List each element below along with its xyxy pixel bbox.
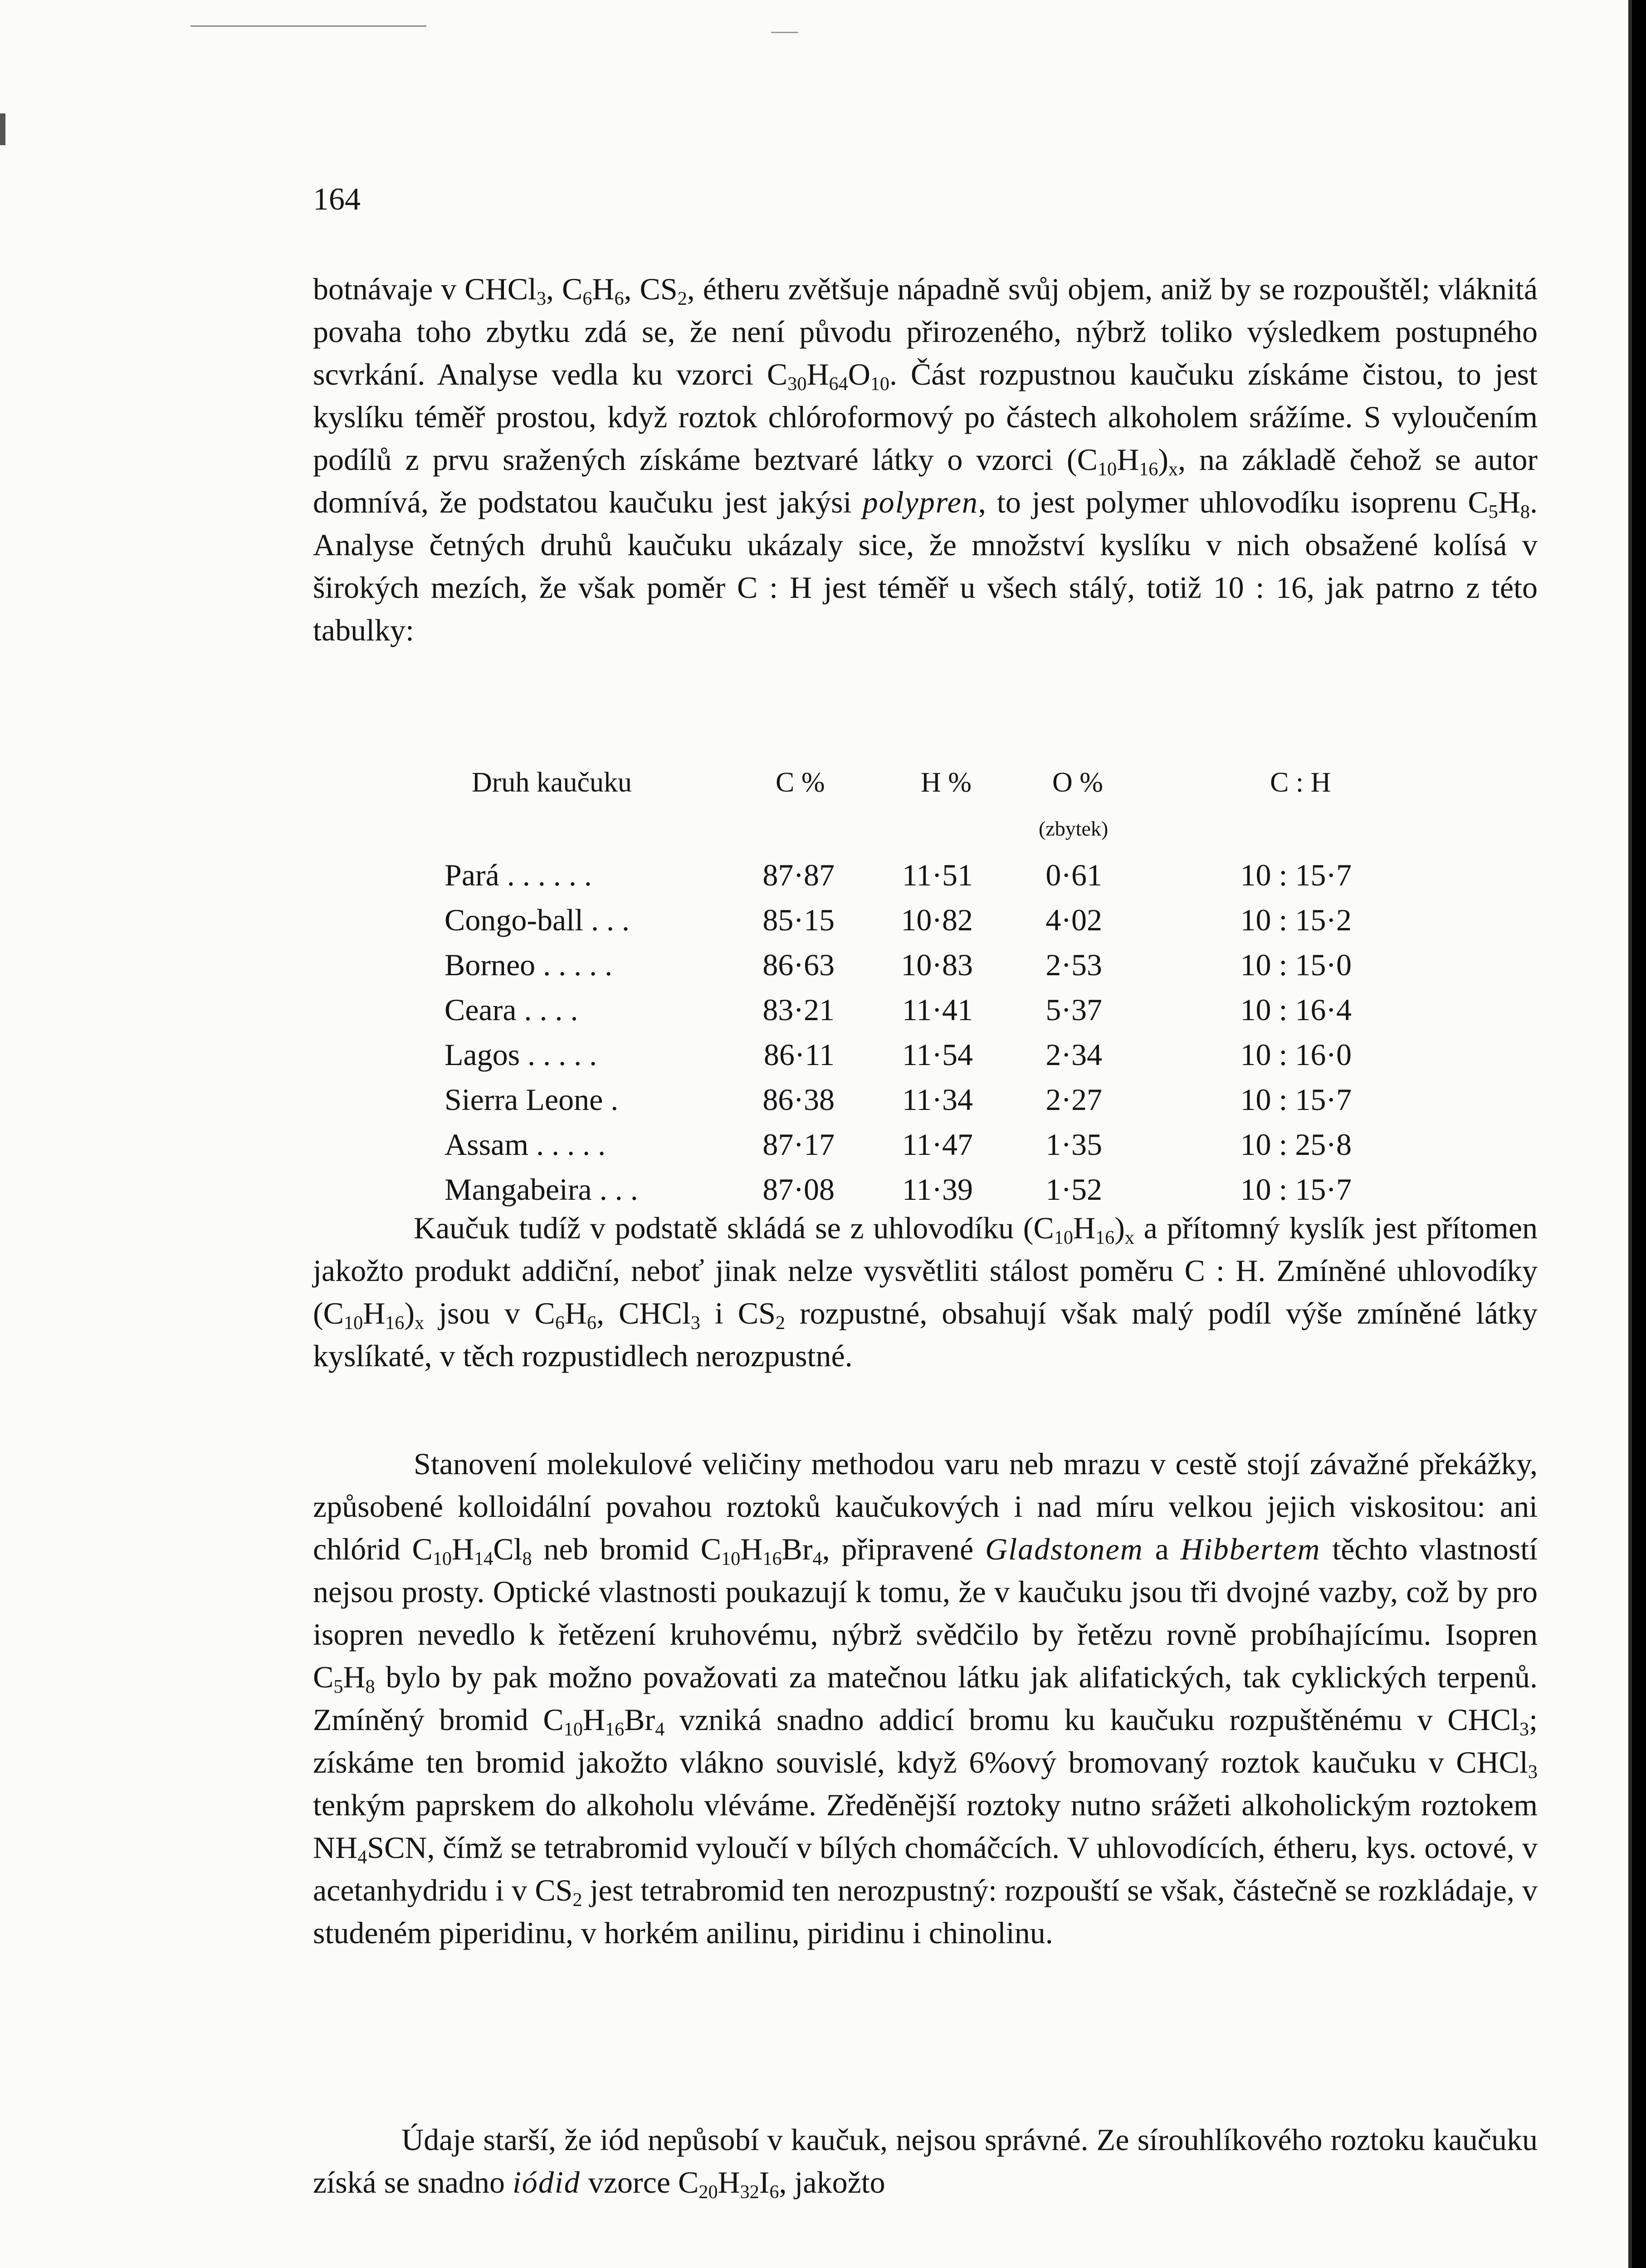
cell-carbon: 85·15 xyxy=(762,903,835,937)
subscript: 6 xyxy=(769,2181,779,2203)
cell-carbon: 86·63 xyxy=(762,948,835,982)
cell-oxygen: 1·52 xyxy=(1045,1172,1102,1207)
table-row xyxy=(444,853,1420,898)
subscript: 8 xyxy=(1520,501,1530,523)
subscript: 8 xyxy=(365,1676,375,1697)
subscript: 10 xyxy=(721,1548,741,1569)
cell-ratio: 10 : 15·2 xyxy=(1240,903,1352,937)
scan-mark xyxy=(0,113,5,145)
subscript: 30 xyxy=(787,373,807,395)
cell-hydrogen: 10·82 xyxy=(901,903,973,937)
paragraph-text: Údaje starší, že iód nepůsobí v kaučuk, nejsou správné. Ze sírouhlíkového roztoku kaučuku získá se snadno iódid vzorce $C_{20}H_{32}I_6$, jakožto xyxy=(313,2122,1538,2203)
paragraph xyxy=(313,1442,1538,1954)
paragraph-text: Kaučuk tudíž v podstatě skládá se z uhlovodíku $(C_{10}H_{16})_x$ a přítomný kyslík jest přítomen jakožto produkt addiční, neboť jinak nelze vysvětliti stálost poměru C : H. Zmíněné uhlovodíky $(C_{10}H_{16})_x$ jsou v $C_6H_6$, CHCl$_3$ i $CS_2$ rozpustné, obsahují však malý podíl výše zmíněné látky kyslíkaté, v těch rozpustidlech nerozpustné. xyxy=(313,1211,1538,1373)
cell-hydrogen: 11·41 xyxy=(902,992,973,1027)
table-row xyxy=(444,1077,1420,1122)
paragraph xyxy=(313,268,1538,651)
subscript: 4 xyxy=(357,1846,367,1868)
row-name: Mangabeira . . . xyxy=(444,1172,638,1207)
paragraph-text: Stanovení molekulové veličiny methodou varu neb mrazu v cestě stojí závažné překážky, způsobené kolloidální povahou roztoků kaučukových i nad míru velkou jejich viskositou: ani chlórid $C_{10}H_{14}Cl_8$ neb bromid $C_{10}H_{16}Br_4$, připravené Gladstonem a Hibbertem těchto vlastností nejsou prosty. Optické vlastnosti poukazují k tomu, že v kaučuku jsou tři dvojné vazby, což by pro isopren nevedlo k řetězení kruhovému, nýbrž svědčilo by řetězu rovně probíhajícímu. Isopren $C_5H_8$ bylo by pak možno považovati za matečnou látku jak alifatických, tak cyklických terpenů. Zmíněný bromid $C_{10}H_{16}Br_4$ vzniká snadno addicí bromu ku kaučuku rozpuštěnému v CHCl$_3$; získáme ten bromid jakožto vlákno souvislé, když 6%ový bromovaný roztok kaučuku v CHCl$_3$ tenkým paprskem do alkoholu vléváme. Zředěnější roztoky nutno srážeti alkoholickým roztokem $NH_4SCN$, čímž se tetrabromid vyloučí v bílých chomáčcích. V uhlovodících, étheru, kys. octové, v acetanhydridu i v $CS_2$ jest tetrabromid ten nerozpustný: rozpouští se však, částečně se rozkládaje, v studeném piperidinu, v horkém anilinu, piridinu i chinolinu. xyxy=(313,1447,1538,1950)
cell-oxygen: 2·34 xyxy=(1045,1037,1102,1072)
cell-oxygen: 5·37 xyxy=(1045,992,1102,1027)
subscript: x xyxy=(1124,1227,1134,1248)
cell-ratio: 10 : 25·8 xyxy=(1240,1127,1352,1162)
cell-oxygen: 4·02 xyxy=(1045,903,1102,937)
subscript: 10 xyxy=(344,1312,363,1334)
paragraph xyxy=(313,2118,1538,2204)
subscript: 2 xyxy=(572,1889,582,1911)
subscript: 6 xyxy=(614,288,624,309)
row-name: Pará . . . . . . xyxy=(444,858,592,892)
cell-carbon: 86·38 xyxy=(762,1082,835,1117)
scan-mark xyxy=(190,25,426,27)
paragraph-text: botnávaje v CHCl$_3$, $C_6H_6$, $CS_2$, étheru zvětšuje nápadně svůj objem, aniž by se rozpouštěl; vláknitá povaha toho zbytku zdá se, že není původu přirozeného, nýbrž toliko výsledkem postupného scvrkání. Analyse vedla ku vzorci $C_{30}H_{64}O_{10}$. Část rozpustnou kaučuku získáme čistou, to jest kyslíku téměř prostou, když roztok chlóroformový po částech alkoholem srážíme. S vyloučením podílů z prvu sražených získáme beztvaré látky o vzorci $(C_{10}H_{16})_x$, na základě čehož se autor domnívá, že podstatou kaučuku jest jakýsi polypren, to jest polymer uhlovodíku isoprenu $C_5H_8$. Analyse četných druhů kaučuku ukázaly sice, že množství kyslíku v nich obsažené kolísá v širokých mezích, že však poměr C : H jest téměř u všech stálý, totiž 10 : 16, jak patrno z této tabulky: xyxy=(313,272,1538,647)
cell-carbon: 87·08 xyxy=(762,1172,835,1207)
subscript: 3 xyxy=(536,288,547,309)
row-name: Ceara . . . . xyxy=(444,992,578,1027)
subscript: 10 xyxy=(432,1548,452,1569)
subscript: 10 xyxy=(1097,458,1117,480)
table-row xyxy=(444,987,1420,1032)
cell-ratio: 10 : 15·0 xyxy=(1240,948,1352,982)
table-row xyxy=(444,1122,1420,1167)
header-druh: Druh kaučuku xyxy=(472,767,632,798)
subscript: 16 xyxy=(1095,1227,1115,1248)
subscript: 10 xyxy=(1054,1227,1073,1248)
subscript: 16 xyxy=(1139,458,1158,480)
scan-mark xyxy=(771,32,798,33)
emphasis: Hibbertem xyxy=(1180,1532,1321,1566)
subscript: x xyxy=(415,1312,425,1334)
header-ratio: C : H xyxy=(1270,767,1331,798)
header-h: H % xyxy=(921,767,972,798)
cell-carbon: 87·17 xyxy=(762,1127,835,1162)
subscript: 16 xyxy=(605,1718,625,1740)
emphasis: iódid xyxy=(513,2165,581,2200)
cell-ratio: 10 : 15·7 xyxy=(1240,1172,1352,1207)
cell-ratio: 10 : 15·7 xyxy=(1240,1082,1352,1117)
cell-oxygen: 1·35 xyxy=(1045,1127,1102,1162)
subscript: 5 xyxy=(1488,501,1498,523)
cell-oxygen: 2·53 xyxy=(1045,948,1102,982)
subscript: 16 xyxy=(385,1312,405,1334)
header-o-note: (zbytek) xyxy=(1039,817,1109,840)
cell-hydrogen: 11·54 xyxy=(902,1037,973,1072)
subscript: 16 xyxy=(762,1548,782,1569)
cell-ratio: 10 : 16·0 xyxy=(1240,1037,1352,1072)
subscript: 6 xyxy=(582,288,592,309)
table-row xyxy=(444,1167,1420,1212)
cell-oxygen: 0·61 xyxy=(1045,858,1102,892)
cell-hydrogen: 11·34 xyxy=(902,1082,973,1117)
row-name: Lagos . . . . . xyxy=(444,1037,597,1072)
cell-carbon: 87·87 xyxy=(762,858,835,892)
header-c: C % xyxy=(776,767,825,798)
cell-ratio: 10 : 16·4 xyxy=(1240,992,1352,1027)
subscript: 10 xyxy=(563,1718,583,1740)
row-name: Congo-ball . . . xyxy=(444,903,630,937)
subscript: 64 xyxy=(829,373,848,395)
subscript: 2 xyxy=(677,288,687,309)
table-header xyxy=(444,767,1420,853)
subscript: 6 xyxy=(555,1312,565,1334)
subscript: 8 xyxy=(522,1548,532,1569)
page-number: 164 xyxy=(313,182,361,217)
cell-hydrogen: 11·51 xyxy=(902,858,973,892)
table-row xyxy=(444,943,1420,987)
emphasis: Gladstonem xyxy=(985,1532,1143,1566)
subscript: 3 xyxy=(1528,1761,1538,1783)
emphasis: polypren xyxy=(862,485,978,519)
row-name: Borneo . . . . . xyxy=(444,948,613,982)
cell-hydrogen: 10·83 xyxy=(901,948,973,982)
subscript: 10 xyxy=(870,373,889,395)
subscript: x xyxy=(1168,458,1178,480)
subscript: 2 xyxy=(775,1312,785,1334)
subscript: 6 xyxy=(587,1312,597,1334)
cell-carbon: 86·11 xyxy=(763,1037,835,1072)
table-row xyxy=(444,898,1420,943)
subscript: 4 xyxy=(812,1548,822,1569)
subscript: 3 xyxy=(1519,1718,1529,1740)
cell-oxygen: 2·27 xyxy=(1045,1082,1102,1117)
cell-hydrogen: 11·39 xyxy=(902,1172,973,1207)
table-body xyxy=(444,853,1420,1212)
cell-carbon: 83·21 xyxy=(762,992,835,1027)
row-name: Sierra Leone . xyxy=(444,1082,619,1117)
table-row xyxy=(444,1032,1420,1077)
subscript: 20 xyxy=(698,2181,718,2203)
rubber-composition-table xyxy=(444,767,1420,1212)
cell-ratio: 10 : 15·7 xyxy=(1240,858,1352,892)
subscript: 3 xyxy=(690,1312,700,1334)
subscript: 4 xyxy=(655,1718,665,1740)
subscript: 14 xyxy=(474,1548,493,1569)
row-name: Assam . . . . . xyxy=(444,1127,606,1162)
paragraph xyxy=(313,1207,1538,1377)
header-o: O % xyxy=(1052,767,1103,798)
subscript: 5 xyxy=(333,1676,343,1697)
subscript: 32 xyxy=(740,2181,759,2203)
cell-hydrogen: 11·47 xyxy=(902,1127,973,1162)
